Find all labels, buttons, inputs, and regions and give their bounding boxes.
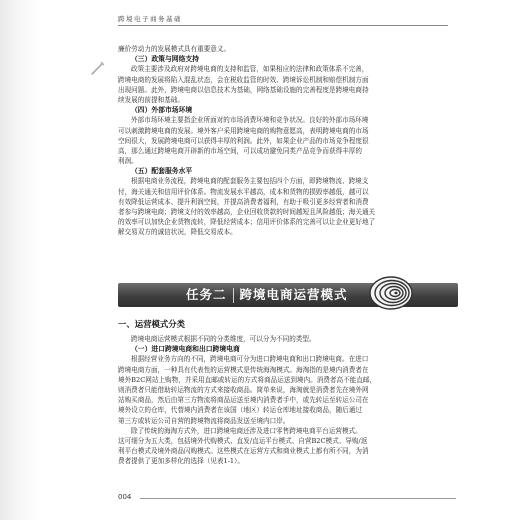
- page-number: 004: [118, 493, 134, 501]
- paragraph-line: 解交易双方的诚信状况，降低交易成本。: [118, 228, 237, 237]
- paragraph-line: 者参与跨境电商；跨境支付的效率越高，企业回收货款的时间越短且风险越低；海关通关: [118, 208, 376, 216]
- paragraph-line: 第三方或转运公司自营的跨境物流将商品发送至境内口岸。: [118, 416, 290, 425]
- paragraph-line: 跨境电商方面，一种具有代表性的运营模式是传统海淘模式。海淘指的是境内消费者在: [118, 365, 369, 374]
- footer-rule: [140, 498, 456, 499]
- paragraph-line: 这可细分为五大类，包括境外代购模式、直发/直运平台模式、自营B2C模式、导购/返: [118, 436, 368, 445]
- paragraph-line: 站购买商品，然后由第三方物流将商品运送至境内消费者手中，或先转运至转运公司在: [118, 396, 369, 405]
- task-title: 跨境电商运营模式: [239, 287, 348, 302]
- paragraph-line: 跨境电商运营模式根据不同的分类维度，可以分为不同的类型。: [131, 335, 316, 343]
- spiral-icon: [368, 270, 414, 316]
- paragraph-line: 利平台模式及境外商品闪购模式。这些模式在运营方式和商业模式上都有所不同，为消: [118, 447, 369, 456]
- paragraph-line: 则消费者只能借助转运物流的方式来接收商品。简单来说，海淘就是消费者先在境外网: [118, 385, 369, 394]
- paragraph-line: 境外设立的仓库，代替境内消费者在该国（地区）转运仓库地址接收商品，随后通过: [118, 406, 362, 415]
- paragraph-line: 空间很大，发展跨境电商可以获得丰厚的利润。此外，如果企业产品的市场竞争程度很: [118, 136, 369, 145]
- banner-divider: [233, 288, 234, 303]
- subsection-heading: （三）政策与网络支持: [131, 55, 199, 64]
- paragraph-line: 廉价劳动力的发展模式具有重要意义。: [118, 45, 231, 53]
- paragraph-line: 出现问题。此外，跨境电商以信息技术为基础，网络基础设施的完善程度是跨境电商持: [118, 85, 369, 94]
- subsection-heading: （四）外部市场环境: [131, 106, 193, 115]
- paragraph-line: 有效降低运营成本、提升利润空间，并提高消费者福利，有助于吸引更多经营者和消费: [118, 197, 369, 206]
- body-text-top: [118, 44, 452, 238]
- paragraph-line: 高，那么通过跨境电商开辟新的市场空间，可以成功避免同类产品竞争而获得丰厚的: [118, 146, 362, 155]
- body-text-bottom: [118, 334, 452, 466]
- pencil-icon: [90, 60, 106, 76]
- paragraph-line: 根据经营业务方向的不同，跨境电商可分为进口跨境电商和出口跨境电商。在进口: [131, 355, 369, 364]
- task-label: 任务二: [186, 287, 227, 302]
- paragraph-line: 除了传统的海淘方式外，进口跨境电商还涉及进口零售跨境电商平台运营模式。: [131, 426, 362, 435]
- paragraph-line: 可以刺激跨境电商的发展。境外客户采用跨境电商的购物意愿高，表明跨境电商的市场: [118, 126, 369, 135]
- paragraph-line: 费者提供了更加多样化的选择（见表1-1）。: [118, 457, 245, 466]
- subsection-heading: （五）配套服务水平: [131, 167, 193, 176]
- paragraph-line: 利润。: [118, 157, 138, 166]
- paragraph-line: 政策主要涉及政府对跨境电商的支持和监管，如果相应的法律和政策体系不完善，: [131, 65, 369, 74]
- paragraph-line: 外部市场环境主要指企业所面对的市场消费环境和竞争状况。良好的外部市场环境: [131, 116, 369, 125]
- paragraph-line: 境外B2C网站上购物，并采用直邮或转运的方式将商品运送到境内。消费者高不能直邮，: [118, 375, 377, 384]
- paragraph-line: 跨境电商的发展将陷入混乱状态，会在税收监管的时效、跨境诉讼机制和赔偿机制方面: [118, 75, 369, 84]
- paragraph-line: 根据电商业务流程，跨境电商的配套服务主要包括四个方面，即跨境物流、跨境支: [131, 177, 369, 186]
- paragraph-line: 续发展的前提和基础。: [118, 95, 184, 104]
- subsection-heading: （一）进口跨境电商和出口跨境电商: [131, 345, 240, 354]
- paragraph-line: 付，海关通关和信用评价体系。物流发展水平越高，成本和货物的损毁率越低，越可以: [118, 187, 369, 196]
- task-banner-title: [186, 283, 348, 307]
- section-heading: 一、运营模式分类: [118, 319, 185, 329]
- paragraph-line: 的效率可以加快企业货物流转，降低经营成本；信用评价体系的完善可以让企业更好地了: [118, 218, 376, 227]
- running-header: 跨境电子商务基础: [118, 15, 182, 23]
- header-rule: [118, 25, 448, 26]
